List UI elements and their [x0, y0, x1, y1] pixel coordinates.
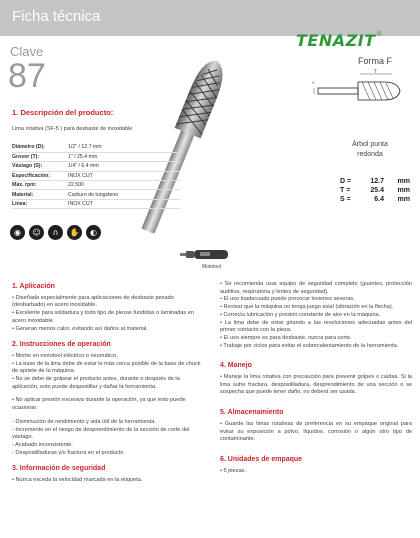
paragraph: • Diseñada especialmente para aplicaciones de desbaste pesado (desbarbado) en acero inoxidable.: [12, 294, 174, 309]
dimension-unit: mm: [397, 178, 410, 185]
dimension-row: [340, 196, 414, 205]
table-row: [12, 199, 180, 208]
table-row: [12, 171, 180, 180]
description-title: 1. Descripción del producto:: [12, 108, 114, 117]
paragraph: • El uso inadecuado puede provocar lesiones severas.: [220, 296, 355, 303]
spec-value: 22,500: [68, 181, 180, 190]
dim-T-label: T: [374, 69, 378, 75]
paragraph: • La base de la lima debe de estar lo más cerca posible de la base de chuck de apriete de la máquina.: [12, 360, 201, 375]
dimension-key: D =: [340, 178, 352, 185]
dimension-key: T =: [340, 187, 351, 194]
application-title: 1. Aplicación: [12, 283, 55, 290]
mototool-label: Mototool: [202, 264, 222, 270]
goggles-icon: ◉: [10, 225, 25, 240]
shape-dimension-diagram: [312, 68, 408, 106]
left-column: [12, 281, 204, 485]
paragraph: • Revisar que la máquina no tenga juego axial (vibración en la flecha).: [220, 304, 394, 311]
face-shield-icon: ☺: [29, 225, 44, 240]
shape-caption: [340, 140, 400, 160]
table-row: [12, 143, 180, 152]
packaging-title: 6. Unidades de empaque: [220, 455, 303, 463]
paragraph: • El uso siempre es para desbaste, nunca para corte.: [220, 334, 352, 341]
paragraph: - Despostilladuras y/o fractura en el producto.: [12, 449, 125, 456]
gloves-icon: ✋: [67, 225, 82, 240]
page-title: Ficha técnica: [12, 8, 101, 25]
ear-protection-icon: ∩: [48, 225, 63, 240]
description-text: Lima rotativa (SF-5 ) para desbaste de inoxidable: [12, 126, 133, 132]
paragraph: • Generan menos calor, evitando así daños al material.: [12, 325, 148, 332]
paragraph: • Se recomienda usar equipo de seguridad completo (guantes, protección auditiva, respiratoria y lentes de seguridad).: [220, 281, 412, 295]
spec-value: 1/2" / 12.7 mm: [68, 143, 180, 152]
paragraph: • Correcta lubricación y presión constante de aire en la máquina.: [220, 311, 381, 318]
table-row: [12, 162, 180, 171]
table-row: [12, 152, 180, 161]
dimension-value: 12.7: [370, 178, 384, 185]
logo-text: TENAZIT: [296, 31, 376, 50]
mask-icon: ◐: [86, 225, 101, 240]
table-row: [12, 190, 180, 199]
dimension-unit: mm: [397, 196, 410, 203]
clave-number: 87: [8, 57, 46, 95]
specs-table: [12, 143, 180, 209]
spec-value: INOX CUT: [68, 199, 180, 208]
clave-label: Clave: [10, 44, 44, 59]
paragraph: - Incremento en el riesgo de desprendimiento de la sección de corte del vástago.: [12, 426, 190, 441]
paragraph: • Nunca exceda la velocidad marcada en la etiqueta.: [12, 477, 143, 484]
spec-value: INOX CUT: [68, 171, 180, 180]
spec-value: 1/4" / 6.4 mm: [68, 162, 180, 171]
tenazit-logo: [296, 31, 408, 49]
spec-key: Vástago (S):: [12, 162, 68, 171]
spec-key: Máx. rpm:: [12, 181, 68, 190]
paragraph: - Acabado inconsistente.: [12, 441, 73, 448]
dim-S-label: S: [312, 80, 315, 85]
paragraph: • Monte en mototool eléctrico o neumático.: [12, 352, 118, 359]
spec-value: Carburo de tungsteno: [68, 190, 180, 199]
registered-mark: ®: [376, 31, 382, 38]
spec-value: 1" / 25.4 mm: [68, 152, 180, 161]
operation-title: 2. Instrucciones de operación: [12, 341, 111, 349]
paragraph: • 5 piezas.: [220, 467, 246, 474]
paragraph: • Excelente para soldadura y todo tipo de piezas fundidas o laminadas en acero inoxidable.: [12, 310, 195, 324]
storage-title: 5. Almacenamiento: [220, 409, 284, 417]
spec-key: Especificación:: [12, 171, 68, 180]
spec-key: Grosor (T):: [12, 152, 68, 161]
shape-caption-line1: Árbol punta: [352, 141, 388, 148]
paragraph: - Disminución de rendimiento y vida útil de la herramienta.: [12, 418, 156, 425]
right-column: [220, 281, 412, 475]
dimension-row: [340, 178, 414, 187]
dimension-unit: mm: [397, 187, 410, 194]
dimensions-list: [340, 178, 414, 205]
mototool-image: [176, 248, 234, 270]
ppe-icons: [10, 225, 101, 240]
paragraph: • No aplicar presión excesiva durante la operación, ya que esto puede ocasionar:: [12, 397, 186, 412]
forma-label: Forma F: [358, 56, 393, 66]
dimension-value: 25.4: [370, 187, 384, 194]
paragraph: • No se debe de golpear el producto antes, durante o después de la aplicación, esto puede despostillar y dañar la herramienta.: [12, 376, 180, 390]
paragraph: • Trabaje por ciclos para evitar el sobrecalentamiento de la herramienta.: [220, 342, 399, 349]
safety-title: 3. Información de seguridad: [12, 465, 106, 473]
table-row: [12, 181, 180, 190]
handling-title: 4. Manejo: [220, 362, 252, 370]
dimension-value: 6.4: [374, 196, 384, 203]
paragraph: • Guarde las limas rotativas de preferencia en su empaque original para evitar su exposición a polvo, líquidos, corrosión o algún otro tipo de contaminante.: [220, 420, 412, 443]
paragraph: • Maneje la lima rotativa con precaución para prevenir golpes o caídas. Si la lima sufre fractura, despostilladura, desprendimiento de una sección o se sospecha que puede tener daño, no deberá ser usada.: [220, 374, 412, 396]
spec-key: Material:: [12, 190, 68, 199]
shape-caption-line2: redonda: [357, 151, 383, 158]
dimension-key: S =: [340, 196, 351, 203]
spec-key: Línea:: [12, 199, 68, 208]
paragraph: • La lima debe de estar girando a las revoluciones adecuadas antes del primer contacto con la pieza.: [220, 319, 412, 334]
dimension-row: [340, 187, 414, 196]
spec-key: Diámetro (D):: [12, 143, 68, 152]
